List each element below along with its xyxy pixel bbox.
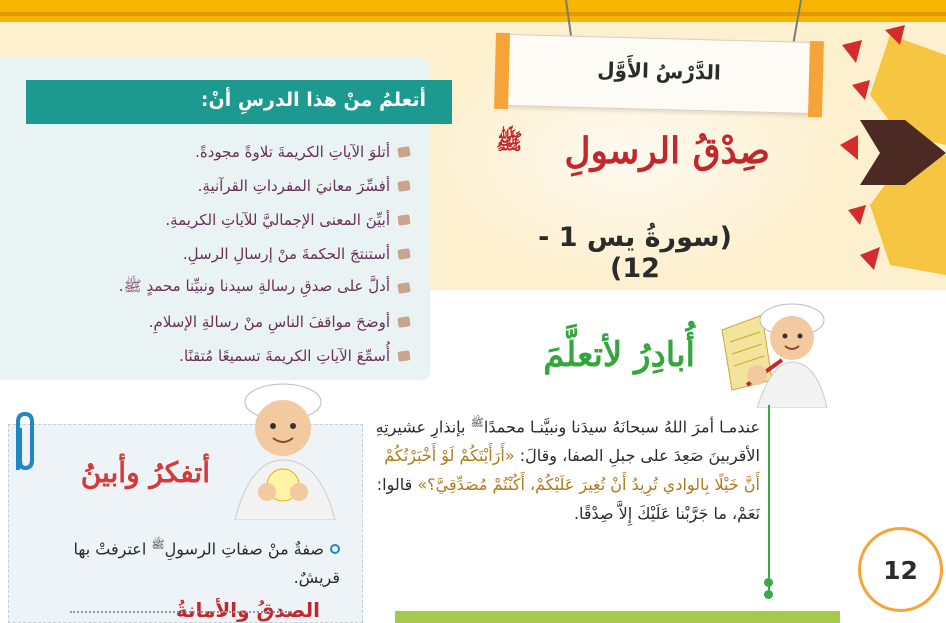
boy-lightbulb-icon — [225, 380, 345, 520]
paperclip-icon — [8, 410, 38, 480]
top-band — [0, 0, 946, 22]
star-ornament-icon — [830, 25, 946, 280]
abadir-title: أُبادِرُ لأتعلَّمَ — [543, 335, 695, 375]
objective-text: أُسمِّعَ الآياتِ الكريمةَ تسميعًا مُتقنًا. — [179, 347, 390, 365]
question-text: صفةٌ منْ صفاتِ الرسولِ — [164, 539, 324, 559]
objective-text: أبيِّنَ المعنى الإجماليَّ للآياتِ الكريمةِ. — [165, 211, 390, 229]
story-paragraph — [368, 408, 760, 528]
book-bullet-icon — [397, 214, 410, 226]
think-title: أتفكرُ وأبينُ — [80, 456, 210, 489]
objective-text: أدلَّ على صدقِ رسالةِ سيدنا ونبيِّنا محمدٍ ﷺ. — [118, 277, 390, 295]
lesson-title: صِدْقُ الرسولِ — [564, 130, 770, 172]
objective-text: أفسِّرَ معانيَ المفرداتِ القرآنيةِ. — [197, 177, 390, 195]
green-dot — [764, 590, 773, 599]
story-text: بإنذارِ عشيرتِهِ الأقربينَ صَعِدَ على جبلِ الصفا، وقالَ: — [375, 417, 760, 466]
title-honorific: ﷺ — [496, 129, 523, 155]
question-text: اعترفتْ بها قريشٌ. — [73, 539, 340, 588]
objective-text: أتلوَ الآياتِ الكريمةَ تلاوةً مجودةً. — [195, 143, 390, 161]
boy-writing-icon — [712, 290, 830, 408]
book-bullet-icon — [397, 282, 410, 294]
question-honorific: ﷺ — [151, 538, 165, 551]
top-band-stripe — [0, 12, 946, 16]
lesson-number: الدَّرْسُ الأَوَّل — [597, 57, 722, 85]
green-vertical-line — [768, 405, 770, 595]
story-quote: «أَرَأَيْتَكُمْ لَوْ أَخْبَرْتُكُمْ أَنَّ خَيْلًا بِالوادي تُرِيدُ أَنْ تُغِيرَ عَلَيْكُمْ، أَكُنْتُمْ مُصَدِّقِيَّ؟» — [384, 446, 760, 495]
book-bullet-icon — [397, 248, 410, 260]
story-text: عندمـا أمرَ اللهُ سبحانَهُ سيدَنا ونبيَّنـا محمدًا — [483, 417, 760, 437]
next-section-bar — [395, 611, 840, 623]
answer-snippet: الصدقُ والأمانةُ — [175, 598, 320, 622]
story-honorific: ﷺ — [470, 416, 484, 429]
objectives-header — [26, 80, 452, 124]
book-bullet-icon — [397, 316, 410, 328]
answer-line — [70, 611, 290, 613]
green-dot — [764, 578, 773, 587]
objectives-list — [40, 135, 410, 373]
lesson-number-card — [497, 34, 821, 114]
page-number: 12 — [883, 556, 918, 585]
question-bullet-icon — [330, 544, 340, 554]
objectives-header-text: أتعلمُ منْ هذا الدرسِ أنْ: — [200, 89, 426, 111]
objective-text: أوضحَ مواقفَ الناسِ منْ رسالةِ الإسلامِ. — [148, 313, 390, 331]
objective-item — [40, 271, 410, 305]
objective-item — [40, 203, 410, 237]
objective-item — [40, 135, 410, 169]
book-bullet-icon — [397, 180, 410, 192]
book-bullet-icon — [397, 350, 410, 362]
surah-reference: (سورةُ يس 1 - 12) — [538, 222, 732, 284]
objective-item — [40, 237, 410, 271]
objective-item — [40, 305, 410, 339]
objective-item — [40, 339, 410, 373]
story-text: قالوا: نَعَمْ، ما جَرَّبْنا عَلَيْكَ إِلاَّ صِدْقًا. — [376, 475, 760, 524]
objective-item — [40, 169, 410, 203]
think-question — [30, 530, 340, 592]
objective-text: أستنتجَ الحكمةَ منْ إرسالِ الرسلِ. — [182, 245, 390, 263]
book-bullet-icon — [397, 146, 410, 158]
page-number-badge — [858, 527, 943, 612]
